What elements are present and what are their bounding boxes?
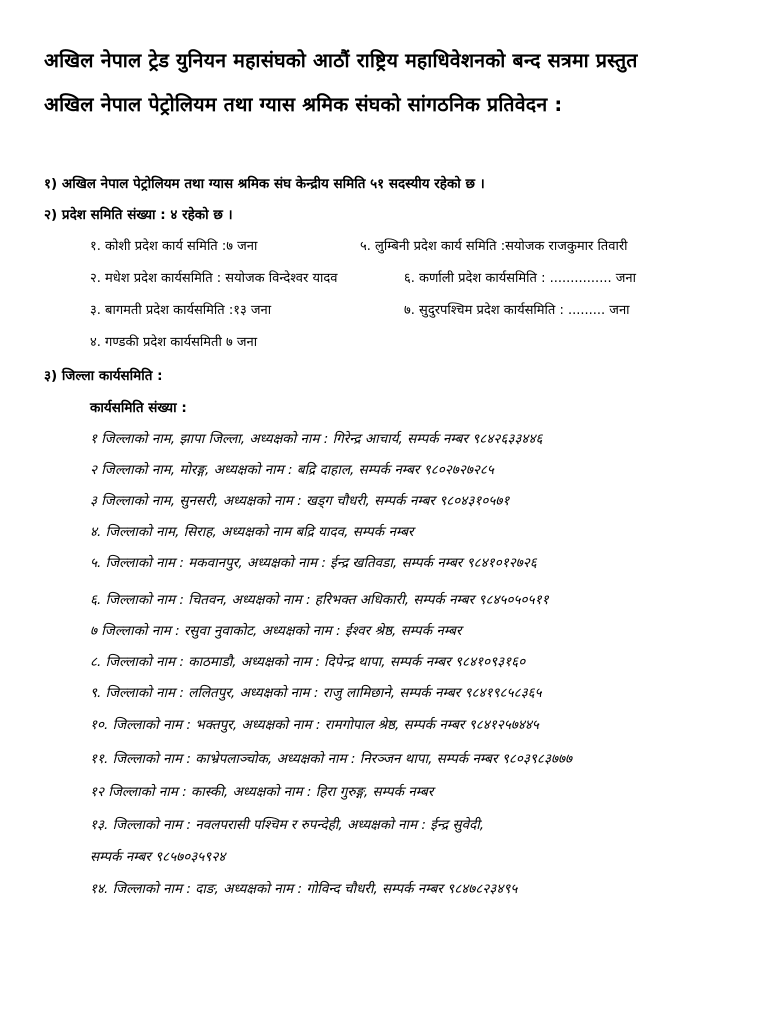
- district-committee-item: ५. जिल्लाको नाम : मकवानपुर, अध्यक्षको नाम : ईन्द्र खतिवडा, सम्पर्क नम्बर ९८४१०१२७२६: [90, 555, 537, 571]
- province-committee-item: ७. सुदुरपश्चिम प्रदेश कार्यसमिति : ......... जना: [404, 303, 630, 318]
- district-committee-item: १२ जिल्लाको नाम : कास्की, अध्यक्षको नाम : हिरा गुरुङ्ग, सम्पर्क नम्बर: [90, 784, 434, 800]
- province-committee-item: ५. लुम्बिनी प्रदेश कार्य समिति :सयोजक राजकुमार तिवारी: [360, 239, 628, 254]
- document-title-line-1: अखिल नेपाल ट्रेड युनियन महासंघको आठौं राष्ट्रिय महाधिवेशनको बन्द सत्रमा प्रस्तुत: [44, 49, 638, 72]
- district-committee-item: ९. जिल्लाको नाम : ललितपुर, अध्यक्षको नाम : राजु लामिछाने, सम्पर्क नम्बर ९८४१९८५८३६५: [90, 685, 542, 701]
- district-committee-item: १ जिल्लाको नाम, झापा जिल्ला, अध्यक्षको नाम : गिरेन्द्र आचार्य, सम्पर्क नम्बर ९८४२६३३४४६: [90, 431, 543, 447]
- district-committee-item: १४. जिल्लाको नाम : दाङ, अध्यक्षको नाम : गोविन्द चौधरी, सम्पर्क नम्बर ९८४७८२३४९५: [90, 881, 518, 897]
- section-3-heading: ३) जिल्ला कार्यसमिति :: [44, 368, 163, 384]
- province-committee-item: २. मधेश प्रदेश कार्यसमिति : सयोजक विन्देश्वर यादव: [90, 271, 338, 286]
- province-committee-item: ६. कर्णाली प्रदेश कार्यसमिति : ............... जना: [404, 271, 636, 286]
- section-3-subheading: कार्यसमिति संख्या :: [90, 400, 187, 416]
- district-committee-item: ८. जिल्लाको नाम : काठमाडौ, अध्यक्षको नाम : दिपेन्द्र थापा, सम्पर्क नम्बर ९८४१०९३१६०: [90, 654, 526, 670]
- province-committee-item: ४. गण्डकी प्रदेश कार्यसमिती ७ जना: [90, 335, 258, 350]
- province-committee-item: ३. बागमती प्रदेश कार्यसमिति :१३ जना: [90, 303, 272, 318]
- section-2-heading: २) प्रदेश समिति संख्या : ४ रहेको छ ।: [44, 207, 233, 223]
- district-committee-item: ३ जिल्लाको नाम, सुनसरी, अध्यक्षको नाम : खड्ग चौधरी, सम्पर्क नम्बर ९८०४३१०५७१: [90, 493, 510, 509]
- district-committee-item: ६. जिल्लाको नाम : चितवन, अध्यक्षको नाम : हरिभक्त अधिकारी, सम्पर्क नम्बर ९८४५०५०५११: [90, 592, 549, 608]
- section-1-central-committee: १) अखिल नेपाल पेट्रोलियम तथा ग्यास श्रमिक संघ केन्द्रीय समिति ५१ सदस्यीय रहेको छ ।: [44, 176, 485, 192]
- district-committee-item-continued: सम्पर्क नम्बर ९८५७०३५९२४: [90, 849, 226, 865]
- district-committee-item: ४. जिल्लाको नाम, सिराह, अध्यक्षको नाम बद्रि यादव, सम्पर्क नम्बर: [90, 524, 414, 540]
- district-committee-item: २ जिल्लाको नाम, मोरङ्ग, अध्यक्षको नाम : बद्रि दाहाल, सम्पर्क नम्बर ९८०२७२७२८५: [90, 462, 494, 478]
- province-committee-item: १. कोशी प्रदेश कार्य समिति :७ जना: [90, 239, 258, 254]
- district-committee-item: १०. जिल्लाको नाम : भक्तपुर, अध्यक्षको नाम : रामगोपाल श्रेष्ठ, सम्पर्क नम्बर ९८४१२५७४४५: [90, 717, 539, 733]
- district-committee-item: १३. जिल्लाको नाम : नवलपरासी पश्चिम र रुपन्देही, अध्यक्षको नाम : ईन्द्र सुवेदी,: [90, 817, 485, 833]
- document-title-line-2: अखिल नेपाल पेट्रोलियम तथा ग्यास श्रमिक संघको सांगठनिक प्रतिवेदन :: [44, 93, 563, 116]
- district-committee-item: ७ जिल्लाको नाम : रसुवा नुवाकोट, अध्यक्षको नाम : ईश्वर श्रेष्ठ, सम्पर्क नम्बर: [90, 623, 462, 639]
- district-committee-item: ११. जिल्लाको नाम : काभ्रेपलाञ्चोक, अध्यक्षको नाम : निरञ्जन थापा, सम्पर्क नम्बर ९८०३९८३७७७: [90, 751, 573, 767]
